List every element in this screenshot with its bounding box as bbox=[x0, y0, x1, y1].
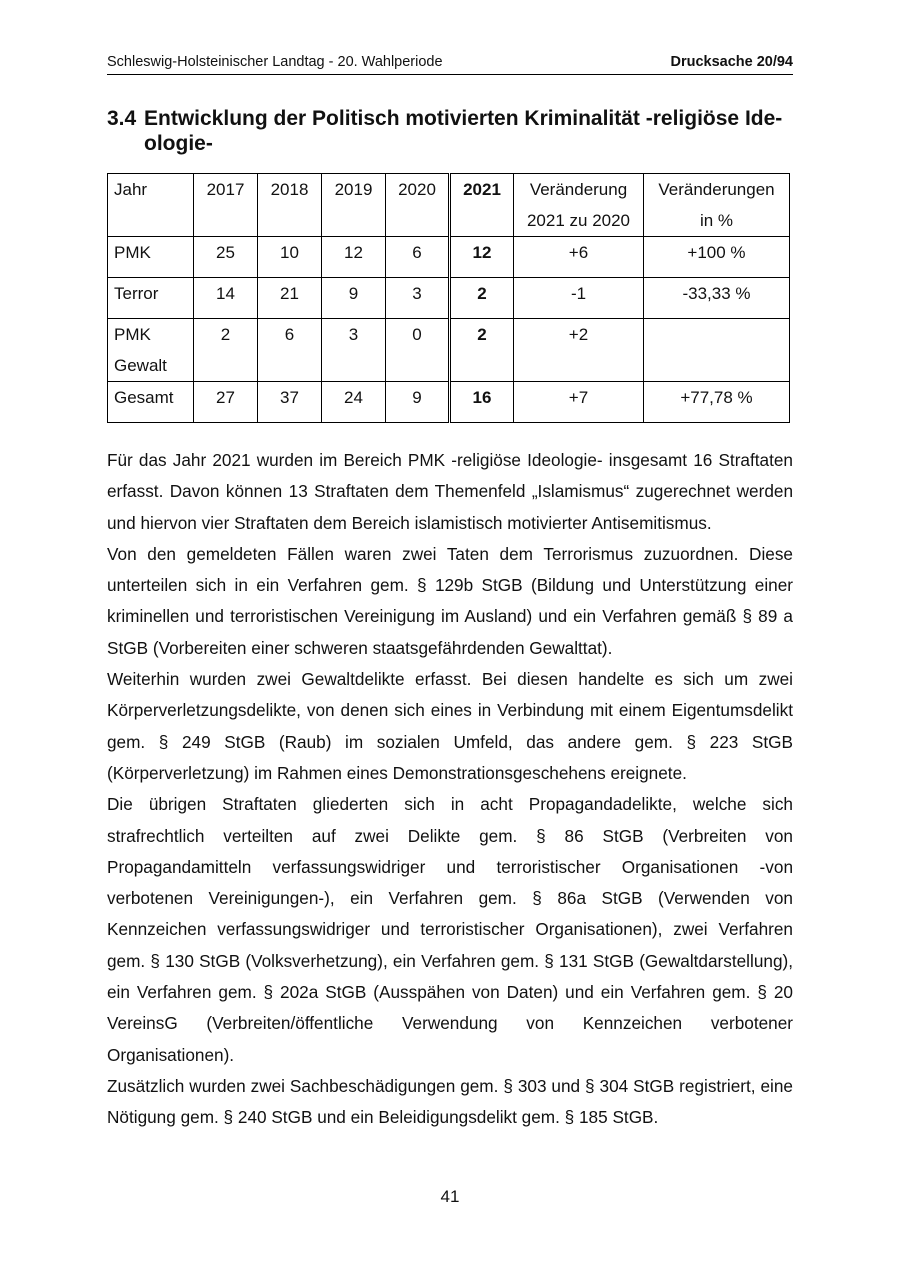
paragraph: Zusätzlich wurden zwei Sachbeschädigungen gem. § 303 und § 304 StGB registriert, eine Nötigung gem. § 240 StGB und ein Beleidigungsdelikt gem. § 185 StGB. bbox=[107, 1075, 793, 1128]
cell-2019: 24 bbox=[322, 382, 386, 423]
cell-2019: 3 bbox=[322, 319, 386, 382]
header-cell-2021: 2021 bbox=[450, 174, 514, 237]
paragraph: Weiterhin wurden zwei Gewaltdelikte erfasst. Bei diesen handelte es sich um zwei Körperverletzungsdelikte, von denen sich eines in Verbindung mit einem Eigentumsdelikt gem. § 249 StGB (Raub) im sozialen Umfeld, das andere gem. § 223 StGB (Körperverletzung) im Rahmen eines Demonstrationsgeschehens ereignete. bbox=[107, 669, 793, 783]
section-title-line1: Entwicklung der Politisch motivierten Kriminalität -religiöse Ide- bbox=[144, 107, 783, 130]
cell-2021: 12 bbox=[450, 237, 514, 278]
header-cell-2018: 2018 bbox=[258, 174, 322, 237]
header-parliament: Schleswig-Holsteinischer Landtag - 20. Wahlperiode bbox=[107, 54, 443, 70]
cell-2021: 2 bbox=[450, 278, 514, 319]
cell-2017: 14 bbox=[194, 278, 258, 319]
cell-change: +2 bbox=[514, 319, 644, 382]
section-number: 3.4 bbox=[107, 107, 137, 130]
cell-change: -1 bbox=[514, 278, 644, 319]
cell-2018: 37 bbox=[258, 382, 322, 423]
cell-2017: 27 bbox=[194, 382, 258, 423]
cell-change: +7 bbox=[514, 382, 644, 423]
header-cell-change: Veränderung 2021 zu 2020 bbox=[514, 174, 644, 237]
cell-2020: 3 bbox=[386, 278, 450, 319]
header-cell-2020: 2020 bbox=[386, 174, 450, 237]
cell-2020: 9 bbox=[386, 382, 450, 423]
row-label: Gesamt bbox=[108, 382, 194, 423]
cell-percent bbox=[644, 319, 790, 382]
page-number: 41 bbox=[440, 1187, 460, 1206]
paragraph: Für das Jahr 2021 wurden im Bereich PMK -religiöse Ideologie- insgesamt 16 Straftaten erfasst. Davon können 13 Straftaten dem Themenfeld „Islamismus“ zugerechnet werden und hiervon vier Straftaten dem Bereich islamistisch motivierter Antisemitismus. bbox=[107, 450, 793, 533]
cell-percent: +77,78 % bbox=[644, 382, 790, 423]
body-text bbox=[107, 445, 793, 1134]
cell-2017: 2 bbox=[194, 319, 258, 382]
header-cell-percent: Veränderungen in % bbox=[644, 174, 790, 237]
cell-2020: 6 bbox=[386, 237, 450, 278]
row-label: PMK Gewalt bbox=[108, 319, 194, 382]
row-label: Terror bbox=[108, 278, 194, 319]
header-cell-2017: 2017 bbox=[194, 174, 258, 237]
section-heading bbox=[107, 106, 797, 156]
header-cell-2019: 2019 bbox=[322, 174, 386, 237]
table-row bbox=[108, 278, 790, 319]
cell-2018: 21 bbox=[258, 278, 322, 319]
row-label: PMK bbox=[108, 237, 194, 278]
cell-2021: 2 bbox=[450, 319, 514, 382]
cell-percent: -33,33 % bbox=[644, 278, 790, 319]
table-row bbox=[108, 237, 790, 278]
statistics-table bbox=[107, 173, 790, 423]
cell-2019: 9 bbox=[322, 278, 386, 319]
page-header bbox=[107, 54, 793, 75]
paragraph: Von den gemeldeten Fällen waren zwei Taten dem Terrorismus zuzuordnen. Diese unterteilen sich in ein Verfahren gem. § 129b StGB (Bildung und Unterstützung einer kriminellen und terroristischen Vereinigung im Ausland) und ein Verfahren gemäß § 89 a StGB (Vorbereiten einer schweren staatsgefährdenden Gewalttat). bbox=[107, 543, 793, 658]
header-document-number: Drucksache 20/94 bbox=[670, 54, 793, 70]
header-cell-year: Jahr bbox=[108, 174, 194, 237]
cell-2017: 25 bbox=[194, 237, 258, 278]
cell-2018: 10 bbox=[258, 237, 322, 278]
table-header-row bbox=[108, 174, 790, 237]
cell-percent: +100 % bbox=[644, 237, 790, 278]
paragraph: Die übrigen Straftaten gliederten sich in acht Propagandadelikte, welche sich strafrechtlich verteilten auf zwei Delikte gem. § 86 StGB (Verbreiten von Propagandamitteln verfassungswidriger und terroristischer Organisationen -von verbotenen Vereinigungen-), ein Verfahren gem. § 86a StGB (Verwenden von Kennzeichen verfassungswidriger und terroristischer Organisationen), zwei Verfahren gem. § 130 StGB (Volksverhetzung), ein Verfahren gem. § 131 StGB (Gewaltdarstellung), ein Verfahren gem. § 202a StGB (Ausspähen von Daten) und ein Verfahren gem. § 20 VereinsG (Verbreiten/öffentliche Verwendung von Kennzeichen verbotener Organisationen). bbox=[107, 794, 793, 1065]
cell-2020: 0 bbox=[386, 319, 450, 382]
cell-2019: 12 bbox=[322, 237, 386, 278]
cell-change: +6 bbox=[514, 237, 644, 278]
section-title-line2: ologie- bbox=[144, 132, 213, 155]
cell-2018: 6 bbox=[258, 319, 322, 382]
table-row bbox=[108, 319, 790, 382]
cell-2021: 16 bbox=[450, 382, 514, 423]
table-row bbox=[108, 382, 790, 423]
